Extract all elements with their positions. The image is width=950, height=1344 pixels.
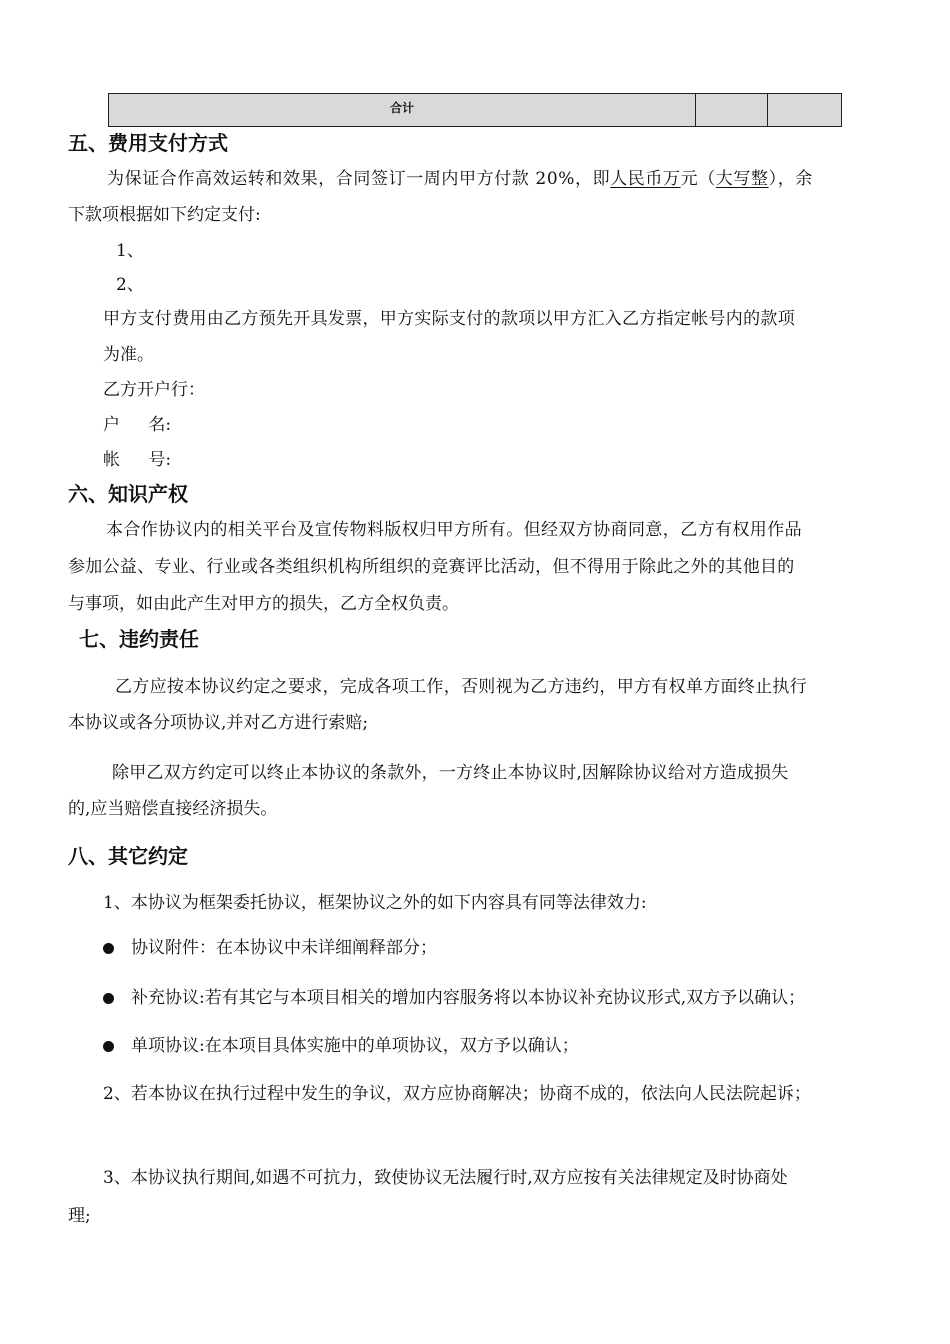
section7-p1-line2: 本协议或各分项协议,并对乙方进行索赔;: [68, 713, 369, 733]
total-label-cell: 合计: [109, 94, 696, 126]
section8-item3-line2: 理;: [68, 1206, 91, 1226]
bullet-dot-icon: [103, 943, 114, 954]
account-name-label: 户 名:: [103, 415, 172, 435]
section5-amount-words-field: 大写整: [715, 169, 769, 189]
bullet-item-supplement: 补充协议:若有其它与本项目相关的增加内容服务将以本协议补充协议形式,双方予以确认；: [131, 988, 806, 1008]
section5-p1-text-c: ），余: [768, 169, 813, 189]
bullet-dot-icon: [103, 1041, 114, 1052]
section5-p1-text-a: 为保证合作高效运转和效果，合同签订一周内甲方付款 20%，即: [107, 169, 611, 189]
total-amount-cell: [696, 94, 768, 126]
section5-paragraph-line2: 下款项根据如下约定支付:: [68, 205, 261, 225]
section5-paragraph-line1: [107, 167, 813, 191]
section7-heading: 七、违约责任: [79, 627, 199, 651]
section6-heading: 六、知识产权: [68, 482, 188, 506]
section6-line2: 参加公益、专业、行业或各类组织机构所组织的竞赛评比活动，但不得用于除此之外的其他目的: [68, 557, 795, 577]
bank-label: 乙方开户行：: [103, 380, 205, 400]
section5-invoice-line2: 为准。: [103, 345, 154, 365]
total-table-row: [108, 93, 842, 127]
account-number-label: 帐 号:: [103, 450, 172, 470]
section7-p2-line1: 除甲乙双方约定可以终止本协议的条款外，一方终止本协议时,因解除协议给对方造成损失: [112, 763, 789, 783]
section7-p1-line1: 乙方应按本协议约定之要求，完成各项工作，否则视为乙方违约，甲方有权单方面终止执行: [115, 677, 807, 697]
section5-invoice-line1: 甲方支付费用由乙方预先开具发票，甲方实际支付的款项以甲方汇入乙方指定帐号内的款项: [103, 309, 795, 329]
bullet-item-single: 单项协议:在本项目具体实施中的单项协议，双方予以确认；: [131, 1036, 579, 1056]
section5-item1: 1、: [116, 241, 144, 261]
section5-heading: 五、费用支付方式: [68, 131, 228, 155]
section8-heading: 八、其它约定: [68, 844, 188, 868]
bullet-item-attachments: 协议附件：在本协议中未详细阐释部分；: [131, 938, 437, 958]
section8-item2: 2、若本协议在执行过程中发生的争议，双方应协商解决；协商不成的，依法向人民法院起诉；: [103, 1084, 811, 1104]
section8-item3-line1: 3、本协议执行期间,如遇不可抗力，致使协议无法履行时,双方应按有关法律规定及时协商处: [103, 1168, 788, 1188]
section5-item2: 2、: [116, 275, 144, 295]
bullet-dot-icon: [103, 993, 114, 1004]
section8-item1: 1、本协议为框架委托协议，框架协议之外的如下内容具有同等法律效力:: [103, 893, 647, 913]
section6-line3: 与事项，如由此产生对甲方的损失，乙方全权负责。: [68, 594, 459, 614]
section5-amount-field: 人民币万: [610, 169, 681, 189]
section6-line1: 本合作协议内的相关平台及宣传物料版权归甲方所有。但经双方协商同意，乙方有权用作品: [106, 520, 802, 540]
section7-p2-line2: 的,应当赔偿直接经济损失。: [68, 799, 278, 819]
section5-p1-text-b: 元（: [680, 169, 716, 189]
total-remark-cell: [768, 94, 841, 126]
